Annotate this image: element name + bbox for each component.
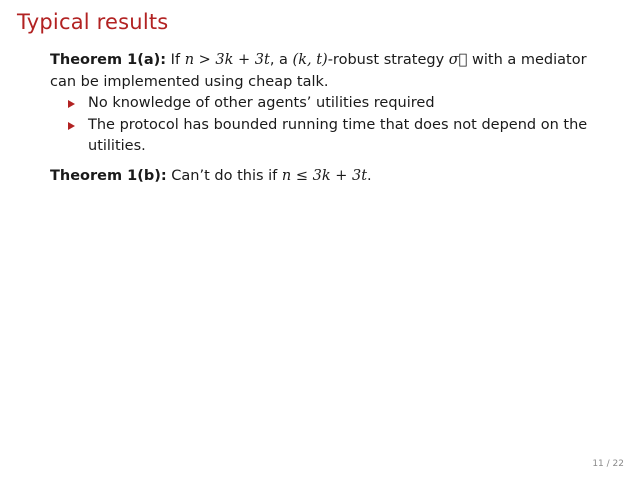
theorem-1a-math2: (k, t): [292, 52, 328, 68]
slide-content: [50, 50, 610, 187]
theorem-1a-bullets: [50, 93, 610, 158]
theorem-1b-text2: .: [367, 167, 372, 184]
bullet-item: [67, 93, 610, 115]
theorem-1a-text1: If: [166, 52, 185, 68]
page-number: 11 / 22: [592, 459, 624, 469]
slide-title: Typical results: [17, 10, 169, 34]
theorem-1a: [50, 50, 610, 93]
theorem-1b-text1: Can’t do this if: [166, 167, 282, 184]
bullet-triangle-icon: [68, 122, 75, 130]
theorem-1b: [50, 166, 610, 188]
bullet-item: [67, 115, 610, 158]
theorem-1a-math1: n > 3k + 3t: [184, 52, 270, 68]
theorem-1a-text4: with a mediator can be implemented using cheap talk.: [50, 52, 587, 90]
bullet-text: The protocol has bounded running time that does not depend on the utilities.: [88, 116, 588, 154]
theorem-1a-text3: -robust strategy: [327, 52, 449, 68]
theorem-1b-label: Theorem 1(b):: [50, 167, 167, 184]
theorem-1a-text2: , a: [269, 52, 293, 68]
bullet-triangle-icon: [68, 100, 75, 108]
theorem-1b-math1: n ≤ 3k + 3t: [281, 167, 368, 184]
theorem-1a-label: Theorem 1(a):: [50, 52, 167, 68]
theorem-1a-math3: σ⃗: [448, 52, 468, 68]
bullet-text: No knowledge of other agents’ utilities required: [88, 95, 435, 111]
